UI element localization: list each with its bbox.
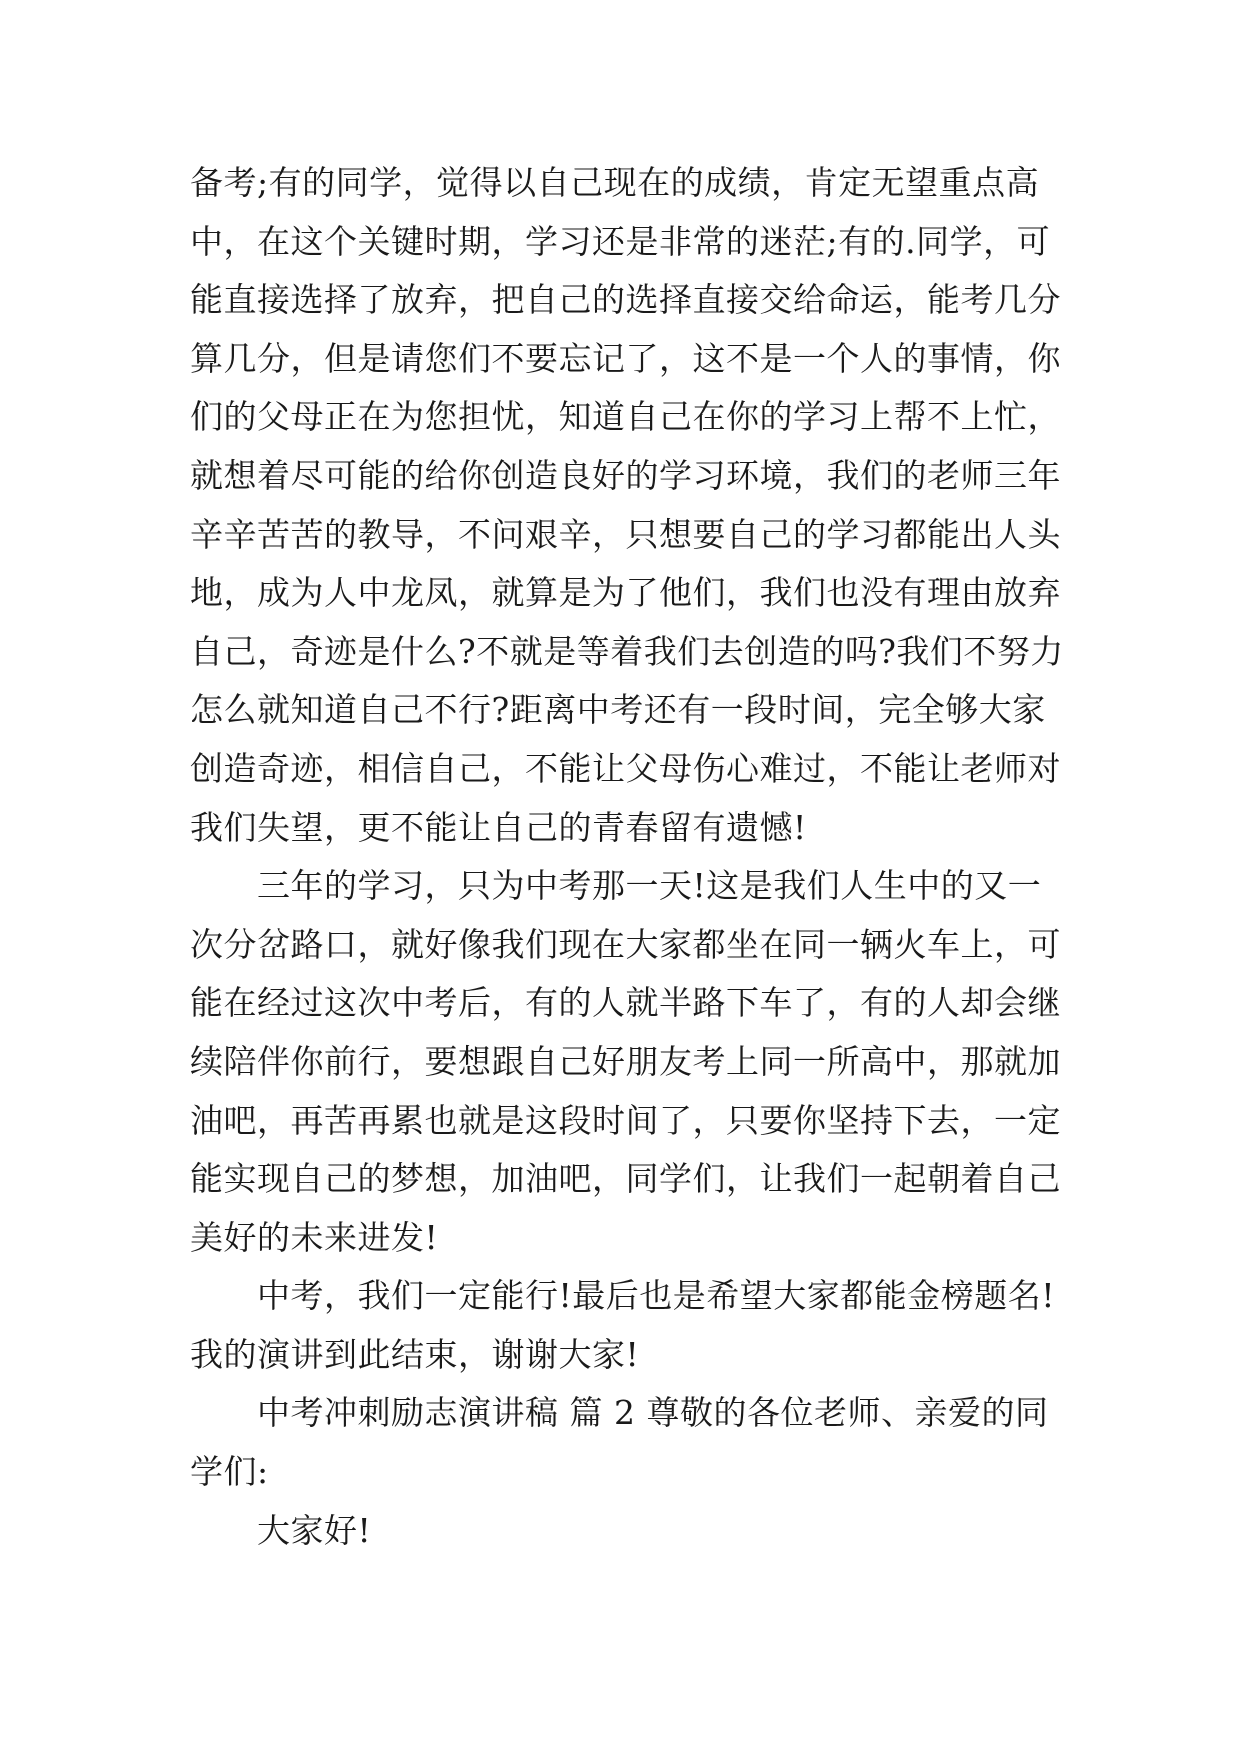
text-line: 中，在这个关键时期，学习还是非常的迷茫;有的.同学，可 — [190, 221, 1051, 261]
text-line: 辛辛苦苦的教导，不问艰辛，只想要自己的学习都能出人头 — [190, 514, 1061, 554]
text-line: 美好的未来进发! — [190, 1217, 439, 1257]
text-line: 怎么就知道自己不行?距离中考还有一段时间，完全够大家 — [190, 690, 1046, 730]
text-line: 能实现自己的梦想，加油吧，同学们，让我们一起朝着自己 — [190, 1159, 1061, 1199]
text-line: 能在经过这次中考后，有的人就半路下车了，有的人却会继 — [190, 983, 1061, 1023]
text-line: 能直接选择了放弃，把自己的选择直接交给命运，能考几分 — [190, 280, 1061, 320]
text-line: 们的父母正在为您担忧，知道自己在你的学习上帮不上忙， — [190, 397, 1061, 437]
text-line: 自己，奇迹是什么?不就是等着我们去创造的吗?我们不努力 — [190, 631, 1064, 671]
text-line: 备考;有的同学，觉得以自己现在的成绩，肯定无望重点高 — [190, 163, 1040, 202]
text-line: 我的演讲到此结束，谢谢大家! — [190, 1334, 640, 1374]
greeting-line: 大家好! — [257, 1510, 372, 1550]
text-line: 续陪伴你前行，要想跟自己好朋友考上同一所高中，那就加 — [190, 1041, 1061, 1081]
text-line: 地，成为人中龙凤，就算是为了他们，我们也没有理由放弃 — [190, 573, 1061, 613]
text-line: 次分岔路口，就好像我们现在大家都坐在同一辆火车上，可 — [190, 924, 1061, 964]
section-heading-line: 中考冲刺励志演讲稿 篇 2 尊敬的各位老师、亲爱的同 — [257, 1393, 1049, 1433]
text-line: 就想着尽可能的给你创造良好的学习环境，我们的老师三年 — [190, 455, 1061, 495]
paragraph-start-line: 中考，我们一定能行!最后也是希望大家都能金榜题名! — [257, 1276, 1056, 1316]
text-line: 我们失望，更不能让自己的青春留有遗憾! — [190, 807, 807, 847]
document-body — [190, 154, 1064, 1560]
text-line: 油吧，再苦再累也就是这段时间了，只要你坚持下去，一定 — [190, 1100, 1061, 1140]
paragraph-start-line: 三年的学习，只为中考那一天!这是我们人生中的又一 — [257, 866, 1042, 906]
text-line: 创造奇迹，相信自己，不能让父母伤心难过，不能让老师对 — [190, 748, 1061, 788]
text-line: 学们: — [190, 1452, 269, 1492]
text-line: 算几分，但是请您们不要忘记了，这不是一个人的事情，你 — [190, 338, 1061, 378]
